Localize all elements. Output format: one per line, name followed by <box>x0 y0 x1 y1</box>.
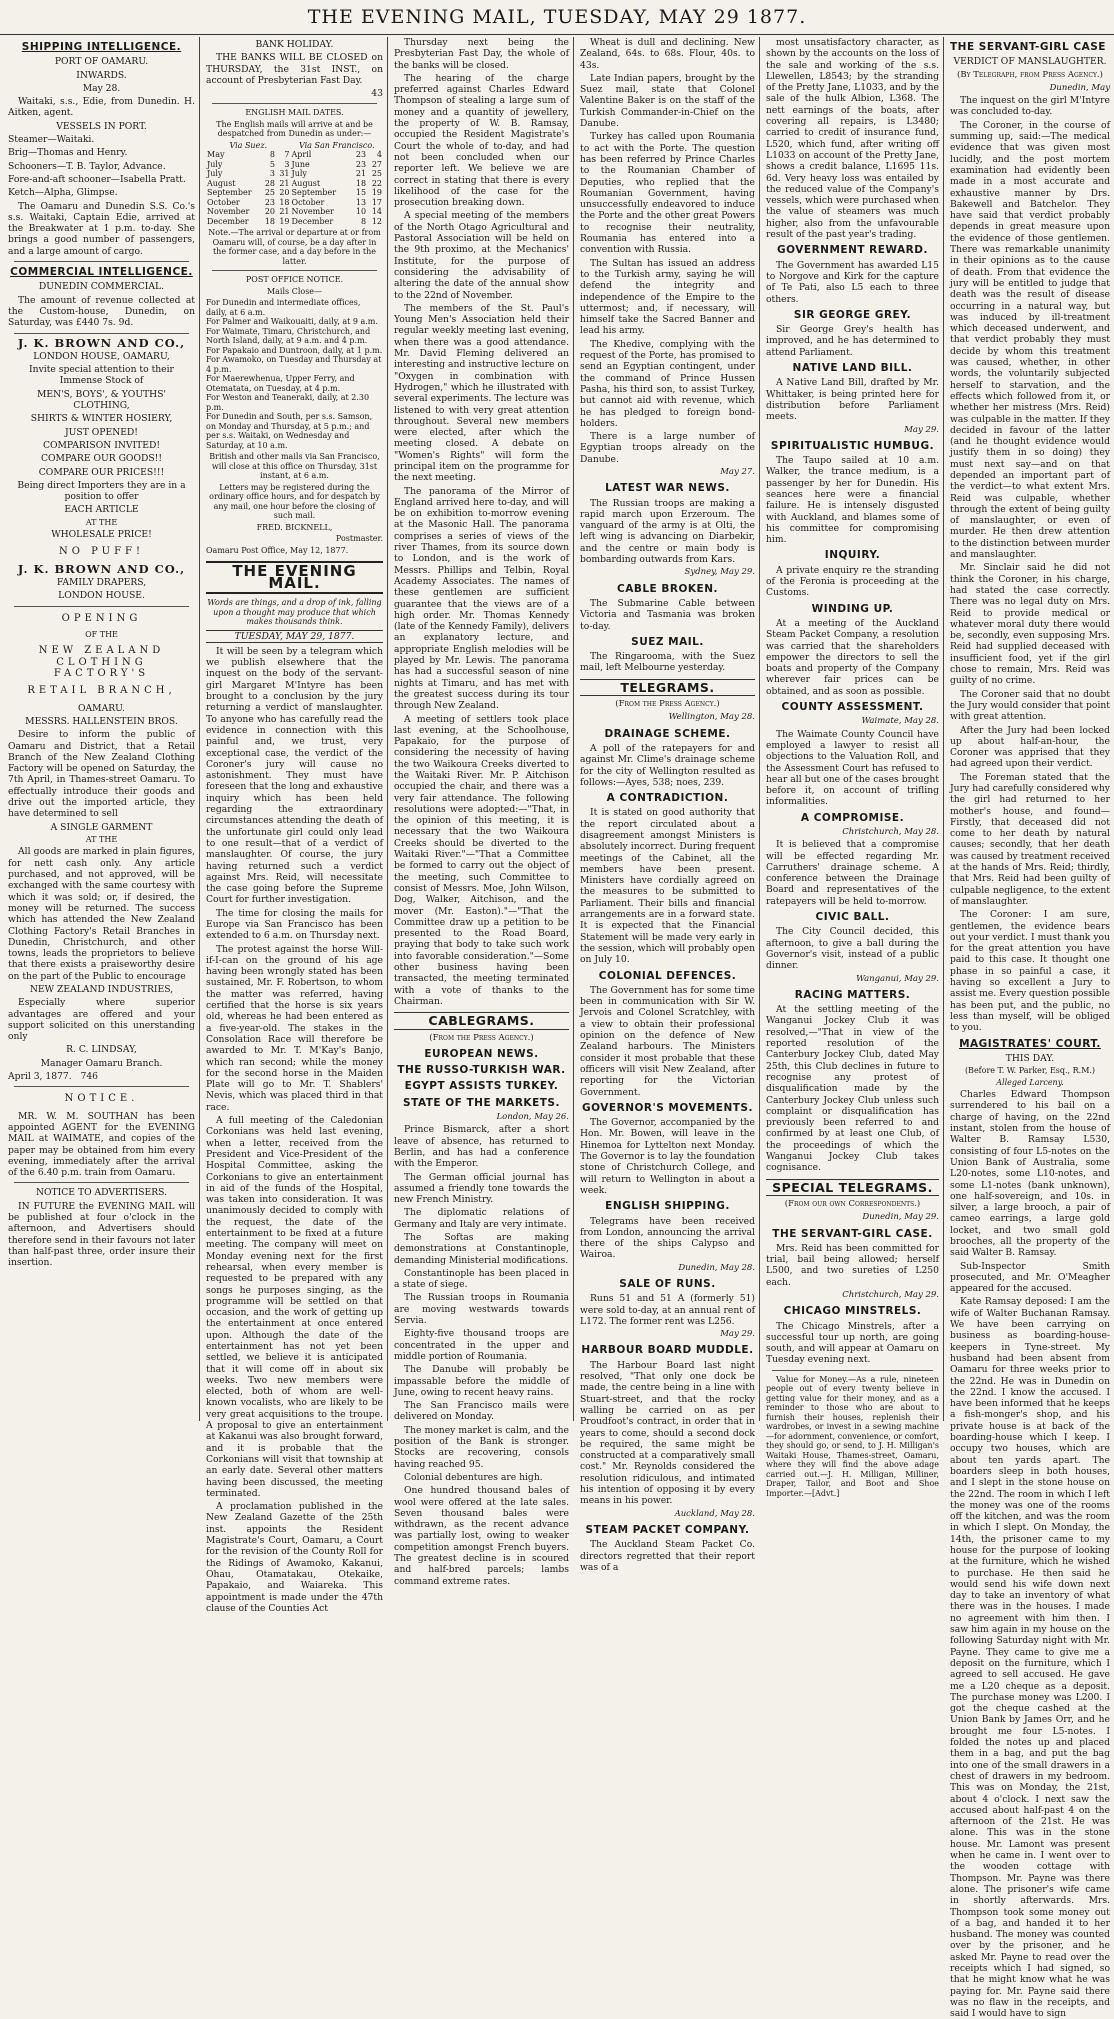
dateline-waimate: Waimate, May 28. <box>861 716 939 727</box>
inquiry-heading: INQUIRY. <box>824 549 881 562</box>
mail-cell: 21 <box>279 178 290 188</box>
english-shipping-heading: ENGLISH SHIPPING. <box>605 1200 730 1213</box>
no-puff: NO PUFF! <box>58 546 144 558</box>
dateline-may27: May 27. <box>720 466 755 477</box>
paper-motto: Words are things, and a drop of ink, falling upon a thought may produce that which makes thousands think. <box>207 598 382 627</box>
mail-cell: 25 <box>371 169 382 179</box>
shirts-hosiery: SHIRTS & WINTER HOSIERY, <box>30 413 173 425</box>
lindsay-name: R. C. LINDSAY, <box>66 1044 137 1056</box>
racing-heading: RACING MATTERS. <box>794 988 911 1001</box>
waitaki-arrival: Waitaki, s.s., Edie, from Dunedin. H. Aitken, agent. <box>8 96 195 119</box>
spiritualistic-heading: SPIRITUALISTIC HUMBUG. <box>770 439 935 452</box>
at-the: AT THE <box>85 517 118 527</box>
c4-p9: The Ringarooma, with the Suez mail, left Melbourne yesterday. <box>580 651 755 674</box>
by-telegraph: (By Telegraph, from Press Agency.) <box>957 69 1103 80</box>
c4-p15: Runs 51 and 51 A (formerly 51) were sold to-day, at an annual rent of L172. The former rent was L256. <box>580 1293 755 1327</box>
divider <box>772 1370 933 1371</box>
c6-p5: After the Jury had been locked up about half-an-hour, the Coroner was apprised that they had agreed upon their verdict. <box>950 724 1110 770</box>
mail-row <box>206 188 383 198</box>
divider <box>14 333 189 334</box>
dateline-london: London, May 26. <box>496 1112 569 1123</box>
mail-cell: 14 <box>371 207 382 217</box>
mail-cell: July <box>207 169 223 179</box>
column-3 <box>390 37 574 1587</box>
mail-cell: September <box>207 188 252 198</box>
mail-cell: 20 <box>264 207 275 217</box>
mail-cell: 21 <box>355 169 367 179</box>
dateline-auckland: Auckland, May 28. <box>674 1508 755 1519</box>
nz-industries: NEW ZEALAND INDUSTRIES, <box>29 983 174 995</box>
mail-cell: 18 <box>279 197 290 207</box>
just-opened: JUST OPENED! <box>65 426 138 438</box>
post-office-heading: POST OFFICE NOTICE. <box>245 275 344 285</box>
c4-p4: The Sultan has issued an address to the Turkish army, saying he will defend the integrity and independence of the Empire to the uttermost; and, if necessary, will himself take the Sacred Banner and lead his army. <box>580 257 755 337</box>
from-press-agency-2: (From the Press Agency.) <box>615 699 720 710</box>
c4-p13: The Governor, accompanied by the Hon. Mr. Bowen, will leave in the Hinemoa for Lyttelton next Monday. The Governor is to lay the foundation stone of Christchurch College, and will return to Wellington in about a week. <box>580 1117 755 1196</box>
special-telegrams-heading: SPECIAL TELEGRAMS. <box>766 1179 939 1196</box>
london-house: LONDON HOUSE, OAMARU, <box>33 350 170 362</box>
bicknell-name: FRED. BICKNELL, <box>256 522 333 532</box>
sale-runs-heading: SALE OF RUNS. <box>619 1277 716 1290</box>
native-land-heading: NATIVE LAND BILL. <box>792 362 913 375</box>
c6-p10: Kate Ramsay deposed: I am the wife of Walter Buchanan Ramsay. We have been carrying on business as boarding-house-keepers in Tyne-street. My husband had been absent from Oamaru for three weeks prior to the 22nd. He was in Dunedin on the 22nd. I know the accused. I have been informed that he keeps a fish-monger's shop, and his private house is at back of the boarding-house which I keep. I occupy two houses, which are about ten yards apart. The boarders sleep in both houses, and I slept in the stone house on the 22nd. The room in which I left the money was one of the rooms off the kitchen, and was the room in which I slept. On Monday, the 14th, the prisoner came to my house for the purpose of looking at the furniture, which he wished to purchase. He then said he would send his wife down next day to take an inventory of what there was in the houses. I made no agreement with him then. I saw him again in my house on the following Saturday night with Mr. Payne. They came to give me a deposit on the furniture, which I agreed to sell accused. He gave me a L20 cheque as a deposit. The purchase money was L200. I got the cheque cashed at the Union Bank by James Orr, and he brought me four L5-notes. I folded the notes up and placed them in a bag, and put the bag into one of the small drawers in a chest of drawers in my bedroom. This was on Monday, the 21st, about 4 o'clock. I next saw the accused about half-past 4 on the afternoon of the 21st. He was alone. This was in the stone house. Mr. Lamont was present when he came in. I went over to the wooden cottage with Thompson. Mr. Payne was there alone. The prisoner's wife came in shortly afterwards. Mrs. Thompson took some money out of a bag, and handed it to her husband. The money was counted over by the prisoner, and he asked Mr. Payne to read over the receipts which I had signed, so that he might know what he was paying for. Mr. Payne said there was no flaw in the receipts, and said I would have to sign <box>950 1296 1110 2019</box>
columns <box>0 35 1114 2019</box>
mail-cell: 18 <box>355 178 367 188</box>
paper-title: THE EVENING MAIL. <box>206 561 383 594</box>
from-press-agency: (From the Press Agency.) <box>429 1032 534 1043</box>
mail-cell: 25 <box>264 188 275 198</box>
this-day: THIS DAY. <box>1005 1052 1055 1064</box>
april-date: April 3, 1877. 746 <box>8 1071 99 1083</box>
all-goods-text: All goods are marked in plain figures, for nett cash only. Any article purchased, and not approved, will be exchanged with the same courtesy with which it was sold; or, if desired, the money will be returned. The success which has attended the New Zealand Clothing Factory's Retail Branches in Dunedin, Christchurch, and other towns, leads the proprietors to believe that there exists a praiseworthy desire on the part of the Public to encourage <box>8 846 195 982</box>
mail-dates-heading: ENGLISH MAIL DATES. <box>245 108 344 118</box>
at-the-2: AT THE <box>85 834 118 844</box>
ketch-line: Ketch—Alpha, Glimpse. <box>8 187 118 199</box>
especially-text: Especially where superior advantages are offered and your support solicited on this unerstanding only <box>8 997 195 1043</box>
brig-line: Brig—Thomas and Henry. <box>8 147 128 159</box>
via-suez-label: Via Suez. <box>229 140 268 150</box>
divider <box>14 261 189 262</box>
c3-p6: A meeting of settlers took place last evening, at the Schoolhouse, Papakaio, for the purpose of considering the necessity of having the two Waikoura Creeks diverted to the Waitaki River. Mr. P. Aitchison occupied the chair, and there was a very fair attendance. The following resolutions were adopted:—"That, in the opinion of this meeting, it is necessary that the two Waikoura Creeks should be diverted to the Waitaki River."—"That a Committee be formed to carry out the object of the meeting, such Committee to consist of Messrs. Moe, John Wilson, Dog, Walker, Aitchison, and the mover (Mr. Easton)."—"That the Committee draw up a petition to be presented to the Road Board, praying that body to take such work into favorable consideration."—Some other business having been transacted, the meeting terminated with a vote of thanks to the Chairman. <box>394 713 569 1007</box>
alleged-larceny: Alleged Larceny. <box>996 1077 1064 1087</box>
mail-cell: October <box>207 197 240 207</box>
russo-turkish-heading: THE RUSSO-TURKISH WAR. <box>397 1064 566 1077</box>
column-4 <box>576 37 760 1573</box>
date-may28: May 28. <box>82 82 121 94</box>
c4-p10: A poll of the ratepayers for and against Mr. Clime's drainage scheme for the city of Wellington resulted as follows:—Ayes, 538; noes, 239. <box>580 742 755 788</box>
county-heading: COUNTY ASSESSMENT. <box>781 701 924 714</box>
dateline-dunedin29: Dunedin, May 29. <box>862 1212 939 1223</box>
c3-p13: Eighty-five thousand troops are concentrated in the upper and middle portion of Roumania. <box>394 1328 569 1362</box>
c3-p5: The panorama of the Mirror of England arrived here to-day, and will be on exhibition to-morrow evening at the Masonic Hall. The panorama comprises a series of views of the river Thames, from its source down to London, and is the work of Messrs. Phillips and Telbin, Royal Academy Associates. The names of these gentlemen are sufficient guarantee that the views are of a high order. Mr. Thomas Kennedy (late of the Kennedy Family), delivers an explanatory lecture, and appropriate English melodies will be played by Mr. Lewis. The panorama has had a successful season of nine nights at Timaru, and has met with the greatest success during its tour through New Zealand. <box>394 485 569 712</box>
editorial-date: TUESDAY, MAY 29, 1877. <box>206 630 383 643</box>
mail-cell: 27 <box>371 159 382 169</box>
gov-reward-heading: GOVERNMENT REWARD. <box>777 244 928 257</box>
c4-p5: The Khedive, complying with the request of the Porte, has promised to send an Egyptian contingent, under the command of Prince Hussen Pasha, his third son, to assist Turkey, but cannot aid with revenue, which he has pledged to foreign bond-holders. <box>580 338 755 429</box>
markets-heading: STATE OF THE MARKETS. <box>403 1096 560 1109</box>
mail-cell: 4 <box>376 150 382 160</box>
mail-cell: 19 <box>371 188 382 198</box>
compromise-heading: A COMPROMISE. <box>800 811 905 824</box>
before-magistrate: (Before T. W. Parker, Esq., R.M.) <box>964 1066 1096 1076</box>
c3-p4: The members of the St. Paul's Young Men's Association held their regular weekly meeting last evening, when there was a good attendance. Mr. David Fleming delivered an interesting and instructive lecture on "Oxygen in combination with Hydrogen," which he illustrated with several experiments. The lecture was listened to with very great attention throughout. Several new members were elected, after which the meeting closed. A debate on "Women's Rights" will form the principal item on the programme for the next meeting. <box>394 302 569 484</box>
c3-p7: Prince Bismarck, after a short leave of absence, has returned to Berlin, and has had a conference with the Emperor. <box>394 1124 569 1170</box>
revenue-text: The amount of revenue collected at the Custom-house, Dunedin, on Saturday, was £440 7s. 9d. <box>8 294 195 329</box>
mail-row <box>206 179 383 189</box>
mail-cell: 13 <box>355 197 367 207</box>
of-the: OF THE <box>85 629 118 639</box>
dateline-christchurch: Christchurch, May 28. <box>842 827 939 837</box>
mail-cell: 17 <box>371 197 382 207</box>
c6-p8: Charles Edward Thompson surrendered to his bail on a charge of having, on the 22nd instant, stolen from the house of Walter B. Ramsay L530, consisting of four L5-notes on the Union Bank of Australia, some L20-notes, some L10-notes, and some L1-notes (bank unknown), one half-sovereign, and 10s. in silver, a large brooch, a pair of cameo earrings, a large gold locket, and two small gold brooches, all the property of the said Walter B. Ramsay. <box>950 1089 1110 1259</box>
post-office-line: For Awamoko, on Tuesday and Thursday at 4 p.m. <box>206 355 382 374</box>
c3-p2: The hearing of the charge preferred against Charles Edward Thompson of stealing a large sum of money and a quantity of jewellery, the property of W. B. Ramsay, occupied the Resident Magistrate's Court the whole of to-day, and had not been concluded when our reporter left. We believe we are correct in stating that there is every likelihood of the case for the prosecution breaking down. <box>394 72 569 209</box>
waitaki-notice: The Oamaru and Dunedin S.S. Co.'s s.s. Waitaki, Captain Edie, arrived at the Breakwater at 1 p.m. to-day. She brings a good number of passengers, and a large amount of cargo. <box>8 200 195 257</box>
retail-branch: RETAIL BRANCH, <box>27 685 176 697</box>
mail-cell: 3 <box>269 169 275 179</box>
shipping-heading: SHIPPING INTELLIGENCE. <box>21 41 182 53</box>
mail-row <box>206 217 383 227</box>
c3-p10: The Softas are making demonstrations at Constantinople, demanding Ministerial modifications. <box>394 1231 569 1266</box>
c5-p8: The Waimate County Council have employed a lawyer to resist all objections to the Valuation Roll, and the Assessment Court has refused to hear all but one of the cases brought before it, on account of trifling informalities. <box>766 728 939 808</box>
nz-clothing-factory: NEW ZEALAND CLOTHING FACTORY'S <box>38 645 165 680</box>
contradiction-heading: A CONTRADICTION. <box>606 792 729 805</box>
mail-cell: October <box>291 197 325 207</box>
mail-cell: 28 <box>264 178 275 188</box>
post-office-line: For Palmer and Waikouaiti, daily, at 9 a.m. <box>206 317 378 327</box>
bank-holiday-heading: BANK HOLIDAY. <box>255 39 334 50</box>
southan-notice: MR. W. M. SOUTHAN has been appointed AGENT for the EVENING MAIL at WAIMATE, and copies of the paper may be obtained from him every evening, immediately after the arrival of the 6.40 p.m. train from Oamaru. <box>8 1110 195 1179</box>
dateline-may29: May 29. <box>720 1329 755 1340</box>
jk-brown-title-2: J. K. BROWN AND CO., <box>17 561 186 576</box>
c3-p16: The money market is calm, and the position of the Bank is stronger. Stocks are recovering, consols having reached 95. <box>394 1424 569 1470</box>
mail-rows <box>206 150 383 226</box>
mail-cell: June <box>291 159 310 169</box>
mens-clothing: MEN'S, BOYS', & YOUTHS' CLOTHING, <box>36 388 167 412</box>
column-1 <box>4 37 200 1421</box>
mail-row <box>206 169 383 179</box>
post-office-line: For Weston and Teaneraki, daily, at 2.30 p.m. <box>206 393 370 412</box>
inwards-heading: INWARDS. <box>76 69 127 81</box>
mail-cell: 23 <box>355 159 367 169</box>
mail-cell: December <box>291 216 334 226</box>
verdict-heading: VERDICT OF MANSLAUGHTER. <box>953 56 1107 68</box>
schooners-line: Schooners—T. B. Taylor, Advance. <box>8 160 166 172</box>
mail-cell: November <box>291 207 334 217</box>
mail-cell: July <box>291 169 307 179</box>
each-article: EACH ARTICLE <box>64 504 139 516</box>
c5-p11: At the settling meeting of the Wanganui Jockey Club it was resolved,—"That in view of the reported resolution of the Canterbury Jockey Club, dated May 25th, this Club declines in future to recognise any protest of disqualification made by the Canterbury Jockey Club unless such complaint or disqualification has previously been referred to and confirmed by at least one Club, of the proceedings of which the Wanganui Jockey Club takes cognisance. <box>766 1004 939 1174</box>
editorial-p2: The time for closing the mails for Europe via San Francisco has been extended to 6 a.m. on Thursday next. <box>206 907 383 942</box>
divider <box>14 606 189 607</box>
desire-text: Desire to inform the public of Oamaru and District, that a Retail Branch of the New Zealand Clothing Factory will be opened on Saturday, the 7th April, in Thames-street Oamaru. To effectually introduce their goods and drive out the imported article, they have determined to sell <box>8 729 195 820</box>
servant-girl-heading: THE SERVANT-GIRL CASE <box>950 41 1106 53</box>
c4-p12: The Government has for some time been in communication with Sir W. Jervois and Colonel Scratchley, with a view to obtain their professional opinion on the defence of New Zealand harbours. The Ministers consider it most probable that these officers will visit New Zealand, after reporting for the Victorian Government. <box>580 984 755 1098</box>
servant-case-heading: THE SERVANT-GIRL CASE. <box>772 1227 933 1240</box>
london-house-2: LONDON HOUSE. <box>58 590 145 602</box>
hallenstein-bros: MESSRS. HALLENSTEIN BROS. <box>25 715 178 727</box>
column-2 <box>202 37 388 1614</box>
mails-close: Mails Close— <box>266 286 323 296</box>
c6-p2: The Coroner, in the course of summing up, said:—The medical evidence that was given most lucidly, and the post mortem examination had evidently been made in a most accurate and exhaustive manner by Drs. Bakewell and Batchelor. They have said that verdict probably depends in great measure upon the evidence of those gentlemen. There was remarkable unanimity in their opinions as to the cause of death. From that evidence the jury will be entitled to judge that death was the result of disease occurring in a natural way, but was induced by ill-treatment which deceased underwent, and that verdict probably they must decide by whom this treatment was caused, whether, in other words, the voluntarily subjected herself to starvation, and the effects which followed from it, or whether her mistress (Mrs. Reid) was culpable in the matter. If they decided in favour of the latter (and he thought evidence would justify them in so doing) they must next say—and on that depended an important part of the verdict—to what extent Mrs. Reid was culpable, whether through the extent of being guilty of manslaughter, or even of murder. He then drew attention to the distinction between murder and manslaughter. <box>950 119 1110 561</box>
dateline-sydney: Sydney, May 29. <box>684 567 755 578</box>
commercial-heading: COMMERCIAL INTELLIGENCE. <box>10 266 193 279</box>
c5-p12: Mrs. Reid has been committed for trial, bail being allowed; herself L500, and two sureties of L250 each. <box>766 1242 939 1288</box>
c3-p9: The diplomatic relations of Germany and Italy are very intimate. <box>394 1207 569 1230</box>
mail-cell: 8 <box>360 216 367 226</box>
mail-note-2: Note.—The arrival or departure at or from Oamaru will, of course, be a day after in the former case, and a day before in the latter. <box>208 228 381 266</box>
oamaru-label: OAMARU. <box>78 702 125 714</box>
c5-p2: The Government has awarded L15 to Norgove and Kirk for the capture of Te Pati, also L5 each to three others. <box>766 259 939 305</box>
invite-text: Invite special attention to their Immense Stock of <box>29 364 174 387</box>
mail-cell: 3 <box>284 159 290 169</box>
mail-cell: July <box>207 159 223 169</box>
dateline-dunedin: Dunedin, May <box>1049 82 1110 93</box>
via-sf-label: Via San Francisco. <box>298 140 375 150</box>
grey-heading: SIR GEORGE GREY. <box>793 308 912 321</box>
mail-cell: 20 <box>279 188 290 198</box>
cable-broken-heading: CABLE BROKEN. <box>617 582 718 595</box>
editorial-p5: A proclamation published in the New Zealand Gazette of the 25th inst. appoints the Resident Magistrate's Court, Oamaru, a Court for the revision of the County Roll for the Ridings of Awamoko, Kakanui, Ohau, Otamatakau, Otekaike, Papakaio, and Waiareka. This appointment is made under the 47th clause of the Counties Act <box>206 1501 383 1614</box>
post-office-line: For Maerewhenua, Upper Ferry, and Otematata, on Tuesday, at 4 p.m. <box>206 374 355 393</box>
editorial-p3: The protest against the horse Will-if-I-can on the ground of his age having been wrongly stated has been sustained, Mr. F. Robertson, to whom the matter was referred, having certified that the horse is six years old, whereas he had been entered as a five-year-old. The stakes in the Consolation Race will therefore be awarded to Mr. T. M'Kay's Banjo, which ran second; while the money for the second horse in the Maiden Plate will go to Mr. T. Shablers' Nevis, which was placed third in that race. <box>206 943 383 1113</box>
post-office-line: For Papakaio and Duntroon, daily, at 1 p.m. <box>206 345 383 355</box>
mail-cell: 7 <box>284 150 290 160</box>
dateline-may29: May 29. <box>904 424 939 435</box>
chicago-heading: CHICAGO MINSTRELS. <box>783 1305 922 1318</box>
c6-p4: The Coroner said that no doubt the Jury would consider that point with great attention. <box>950 688 1110 723</box>
notice-heading: NOTICE. <box>64 1093 139 1105</box>
mail-note: The English mails will arrive at and be despatched from Dunedin as under:— <box>216 119 373 139</box>
steamer-line: Steamer—Waitaki. <box>8 134 95 146</box>
c5-p6: A private enquiry re the stranding of the Feronia is proceeding at the Customs. <box>766 564 939 599</box>
notice-advertisers: NOTICE TO ADVERTISERS. <box>35 1187 168 1199</box>
c4-p6: There is a large number of Egyptian troops already on the Danube. <box>580 431 755 465</box>
c4-p14: Telegrams have been received from London, announcing the arrival there of the ships Calypso and Wairoa. <box>580 1215 755 1261</box>
civic-ball-heading: CIVIC BALL. <box>815 911 890 924</box>
mail-cell: 21 <box>279 207 290 217</box>
c6-p9: Sub-Inspector Smith prosecuted, and Mr. O'Meagher appeared for the accused. <box>950 1260 1110 1295</box>
wholesale-price: WHOLESALE PRICE! <box>51 529 152 541</box>
c4-p8: The Submarine Cable between Victoria and Tasmania was broken to-day. <box>580 597 755 632</box>
po-date: Oamaru Post Office, May 12, 1877. <box>206 545 349 555</box>
mail-cell: November <box>207 207 250 217</box>
c5-p7: At a meeting of the Auckland Steam Packet Company, a resolution was carried that the shareholders empower the directors to sell the boats and property of the Company wherever fair prices can be obtained, and as soon as possible. <box>766 617 939 697</box>
mail-cell: September <box>291 188 337 198</box>
mail-cell: December <box>207 216 249 226</box>
masthead <box>0 0 1114 35</box>
c4-p1: Wheat is dull and declining. New Zealand, 64s. to 68s. Flour, 40s. to 43s. <box>580 37 755 71</box>
postmaster-title: Postmaster. <box>335 534 383 544</box>
c3-p11: Constantinople has been placed in a state of siege. <box>394 1267 569 1291</box>
suez-mail-heading: SUEZ MAIL. <box>631 635 704 648</box>
mail-cell: 31 <box>279 169 290 179</box>
c5-p14: Value for Money.—As a rule, nineteen people out of every twenty believe in getting value for their money, and as a reminder to those who are about to furnish their houses, replenish their wardrobes, or invest in a sewing machine—for adornment, convenience, or comfort, they should go, or send, to J. H. Milligan's Waitaki House, Thames-street, Oamaru, where they will find the above adage carried out.—J. H. Milligan, Milliner, Draper, Tailor, and Boot and Shoe Importer.—[Advt.] <box>766 1374 939 1498</box>
mail-cell: April <box>291 150 312 160</box>
c5-p3: Sir George Grey's health has improved, and he has determined to attend Parliament. <box>766 324 939 358</box>
divider <box>14 1182 189 1183</box>
c3-p14: The Danube will probably be impassable before the middle of June, owing to recent heavy rains. <box>394 1364 569 1398</box>
c3-p12: The Russian troops in Roumania are moving westwards towards Servia. <box>394 1292 569 1327</box>
c3-p8: The German official journal has assumed a friendly tone towards the new French Ministry. <box>394 1171 569 1206</box>
c4-p3: Turkey has called upon Roumania to act with the Porte. The question has been referred by Prince Charles to the Roumanian Chamber of Deputies, who replied that the Roumanian Government, having unsuccessfully endeavored to induce the Porte and the other great Powers to recognise their neutrality, Roumania has entered into a convention with Russia. <box>580 131 755 256</box>
ad-number: 746 <box>80 1071 99 1083</box>
mail-cell: 19 <box>279 216 290 226</box>
mail-cell: 5 <box>269 159 275 169</box>
c5-p5: The Taupo sailed at 10 a.m. Walker, the trance medium, is a passenger by her for Dunedin. His seances here were a financial failure. He is intensely disgusted with Auckland, and blames some of his committee for compromising him. <box>766 455 939 546</box>
banks-closed-text: THE BANKS WILL BE CLOSED on THURSDAY, the 31st INST., on account of Presbyterian Fast Day. <box>206 52 383 86</box>
mail-row <box>206 160 383 170</box>
port-heading: PORT OF OAMARU. <box>54 56 149 68</box>
post-office-lines <box>206 298 383 450</box>
ad-number-43: 43 <box>371 88 383 100</box>
c5-p9: It is believed that a compromise will be effected regarding Mr. Carruthers' drainage scheme. A conference between the Drainage Board and representatives of the ratepayers will be held to-morrow. <box>766 839 939 907</box>
c3-p17: Colonial debentures are high. <box>404 1471 543 1483</box>
mail-dates-table <box>206 141 383 227</box>
governor-heading: GOVERNOR'S MOVEMENTS. <box>582 1101 753 1114</box>
jk-brown-title: J. K. BROWN AND CO., <box>17 335 186 350</box>
letters-note: Letters may be registered during the ordinary office hours, and for despatch by any mail, one hour before the closing of such mail. <box>209 482 380 521</box>
c3-p15: The San Francisco mails were delivered on Monday. <box>394 1400 569 1423</box>
c4-p2: Late Indian papers, brought by the Suez mail, state that Colonel Valentine Baker is on the staff of the Turkish Commander-in-Chief on the Danube. <box>580 72 755 130</box>
c5-p4: A Native Land Bill, drafted by Mr. Whittaker, is being printed here for distribution before Parliament meets. <box>766 377 939 423</box>
c6-p6: The Foreman stated that the Jury had carefully considered why the girl had returned to her mother's house, and found—Firstly, that deceased did not come to her death by natural causes; secondly, that her death was caused by treatment received at the hands of Mrs. Reid; thirdly, that Mrs. Reid had been guilty of culpable negligence, to the extent of manslaughter. <box>950 771 1110 907</box>
family-drapers: FAMILY DRAPERS, <box>56 577 147 589</box>
mail-cell: 23 <box>264 197 275 207</box>
winding-up-heading: WINDING UP. <box>811 602 894 615</box>
c3-p1: Thursday next being the Presbyterian Fast Day, the whole of the banks will be closed. <box>394 37 569 71</box>
mail-row <box>206 198 383 208</box>
mail-cell: August <box>291 178 321 188</box>
c4-p11: It is stated on good authority that the report circulated about a disagreement amongst Ministers is absolutely incorrect. During frequent meetings of the Cabinet, all the members have been present. Ministers have cordially agreed on the measures to be submitted to Parliament. Their bills and financial arrangements are in a forward state. It is expected that the Financial Statement will be made very early in the session, which will probably open on July 10. <box>580 807 755 966</box>
mail-cell: 18 <box>264 216 275 226</box>
c6-p3: Mr. Sinclair said he did not think the Coroner, in his charge, had stated the case correctly. There was no legal duty on Mrs. Reid to provide medical or whatever moral duty there would be, secondly, even supposing Mrs. Reid had supplied deceased with insufficient food, yet if the girl chose to remain, Mrs. Reid was guilty of no crime. <box>950 562 1110 687</box>
dateline-dunedin: Dunedin, May 28. <box>678 1262 755 1273</box>
column-6 <box>946 37 1114 2019</box>
european-news-heading: EUROPEAN NEWS. <box>424 1047 539 1060</box>
divider <box>212 270 377 271</box>
mail-cell: 12 <box>371 216 382 226</box>
divider <box>212 103 377 104</box>
manager-title: Manager Oamaru Branch. <box>40 1057 163 1069</box>
steam-packet-heading: STEAM PACKET COMPANY. <box>585 1523 750 1536</box>
post-office-line: For Dunedin and intermediate offices, daily, at 6 a.m. <box>206 298 361 317</box>
c3-p3: A special meeting of the members of the North Otago Agricultural and Pastoral Association will be held on the 9th proximo, at the Mechanics' Institute, for the purpose of considering the advisability of altering the date of the annual show to the 22nd of November. <box>394 210 569 301</box>
mail-cell: 10 <box>355 207 367 217</box>
future-notice: IN FUTURE the EVENING MAIL will be published at four o'clock in the afternoon, and Advertisers should therefore send in their favours not later than half-past three, order insure their insertion. <box>8 1200 195 1269</box>
c6-p1: The inquest on the girl M'Intyre was concluded to-day. <box>950 95 1110 118</box>
mail-cell: 22 <box>371 178 382 188</box>
post-office-line: For Waimate, Timaru, Christchurch, and North Island, daily, at 9 a.m. and 4 p.m. <box>206 326 371 346</box>
colonial-defences-heading: COLONIAL DEFENCES. <box>598 969 737 982</box>
editorial-p1: It will be seen by a telegram which we publish elsewhere that the inquest on the body of the servant-girl Margaret M'Intyre has been brought to a conclusion by the jury returning a verdict of manslaughter. To anyone who has carefully read the evidence in connection with this painful and, we trust, very exceptional case, the verdict of the Coroner's jury will cause no astonishment. They must have foreseen that the long and exhaustive inquiry which has been held regarding the extraordinary circumstances attending the death of the unfortunate girl could only lead to one result—that of a verdict of manslaughter. Of course, the jury having returned such a verdict against Mrs. Reid, will necessitate the case going before the Supreme Court for further investigation. <box>206 645 383 906</box>
fore-aft-line: Fore-and-aft schooner—Isabella Pratt. <box>8 173 186 185</box>
c4-p17: The Auckland Steam Packet Co. directors regretted that their report was of a <box>580 1539 755 1573</box>
single-garment: A SINGLE GARMENT <box>50 821 153 833</box>
column-5 <box>762 37 944 1498</box>
dateline-wellington: Wellington, May 28. <box>668 712 755 723</box>
dateline-christchurch29: Christchurch, May 29. <box>842 1289 939 1300</box>
mail-cell: May <box>207 150 225 160</box>
mail-cell: 23 <box>355 150 367 160</box>
c5-p10: The City Council decided, this afternoon, to give a ball during the Governor's visit, instead of a public dinner. <box>766 926 939 972</box>
sf-note: British and other mails via San Francisco, will close at this office on Thursday, 31st instant, at 6 a.m. <box>209 452 380 481</box>
dateline-wanganui: Wanganui, May 29. <box>856 973 939 984</box>
divider <box>14 1086 189 1087</box>
compare-goods: COMPARE OUR GOODS!! <box>40 453 163 465</box>
c4-p7: The Russian troops are making a rapid march upon Erzeroum. The vanguard of the army is at Olti, the left wing is advancing on Diarbekir, and the centre or main body is bombarding outwards from Kars. <box>580 497 755 566</box>
c5-p1: most unsatisfactory character, as shown by the accounts on the loss of the sale and working of the s.s. Llewellen, L8543; by the stranding of the Pretty Jane, L1033, and by the sale of the hulk Albion, L368. The nett earnings of the boats, after covering all repairs, is L3480; carried to credit of insurance fund, L520, which fund, after writing off L1033 on account of the Pretty Jane, shows a credit balance, L1695 11s. 6d. Very heavy loss was entailed by the reduced value of the Company's vessels, which were purchased when the value of steamers was much higher, also from the unfavourable result of the past year's trading. <box>766 37 939 241</box>
c5-p13: The Chicago Minstrels, after a successful tour up north, are going south, and will appear at Oamaru on Tuesday evening next. <box>766 1320 939 1366</box>
masthead-title: THE EVENING MAIL, TUESDAY, MAY 29 1877. <box>307 6 807 28</box>
c3-p18: One hundred thousand bales of wool were offered at the late sales. Seven thousand bales were withdrawn, as the recent advance was partially lost, owing to weaker competition amongst French buyers. The greatest decline is in scoured and half-bred parcels; lambs command extreme rates. <box>394 1485 569 1587</box>
c4-p16: The Harbour Board last night resolved, "That only one dock be made, the centre being in a line with Stuart-street, and that the rocky walling be carried on as per Proudfoot's contract, in order that in years to come, should a second dock be required, the same might be constructed at a comparatively small cost." Mr. Reynolds considered the resolution ridiculous, and intimated his intention of opposing it by every means in his power. <box>580 1359 755 1507</box>
magistrates-heading: MAGISTRATES' COURT. <box>959 1037 1101 1050</box>
mail-cell: 15 <box>355 188 367 198</box>
own-correspondents: (From our own Correspondents.) <box>784 1198 921 1209</box>
mail-cell: 8 <box>269 150 275 160</box>
editorial-p4: A full meeting of the Caledonian Corkonians was held last evening, when a letter, received from the President and Vice-President of the Hospital Committee, asking the Corkonians to give an entertainment in aid of the funds of the Hospital, was taken into consideration. It was unanimously decided to comply with the request, the date of the entertainment to be fixed at a future meeting. The company will meet on Monday evening next for the first rehearsal, when every member is requested to be prepared with any songs he purposes singing, as the programme will be settled on that occasion, and the work of getting up the entertainment at once entered upon. Although the date of the entertainment has not yet been settled, we believe it is anticipated that it will come off in about six weeks. Two new members were elected, both of whom are well-known vocalists, who are likely to be very great acquisitions to the troupe. A proposal to give an entertainment at Kakanui was also brought forward, and it is probable that the Corkonians will visit that township at an early date. Several other matters having been discussed, the meeting terminated. <box>206 1115 383 1499</box>
latest-war-heading: LATEST WAR NEWS. <box>605 482 730 495</box>
compare-prices: COMPARE OUR PRICES!!! <box>38 466 165 478</box>
drainage-heading: DRAINAGE SCHEME. <box>604 727 731 740</box>
comparison-invited: COMPARISON INVITED! <box>42 439 161 451</box>
egypt-heading: EGYPT ASSISTS TURKEY. <box>404 1080 559 1093</box>
direct-importers: Being direct Importers they are in a position to offer <box>17 479 186 503</box>
telegrams-heading: TELEGRAMS. <box>580 679 755 696</box>
harbour-heading: HARBOUR BOARD MUDDLE. <box>581 1344 754 1357</box>
post-office-line: For Dunedin and South, per s.s. Samson, on Monday and Thursday, at 5 p.m.; and per s.s. Waitaki, on Wednesday and Saturday, at 10 a.m. <box>206 412 373 450</box>
dunedin-commercial: DUNEDIN COMMERCIAL. <box>38 281 165 293</box>
mail-row <box>206 150 383 160</box>
vessels-heading: VESSELS IN PORT. <box>56 120 147 132</box>
mail-row <box>206 207 383 217</box>
c6-p7: The Coroner: I am sure, gentlemen, the evidence bears out your verdict. I must thank you for the great attention you have paid to this case. It thought one phase in so painful a case, it having so excellent a Jury to assist me. Every question possible has been put, and the public, no less than myself, will be obliged to you. <box>950 909 1110 1034</box>
mail-cell: August <box>207 178 236 188</box>
opening-heading: OPENING <box>61 612 142 624</box>
cablegrams-heading: CABLEGRAMS. <box>394 1012 569 1029</box>
